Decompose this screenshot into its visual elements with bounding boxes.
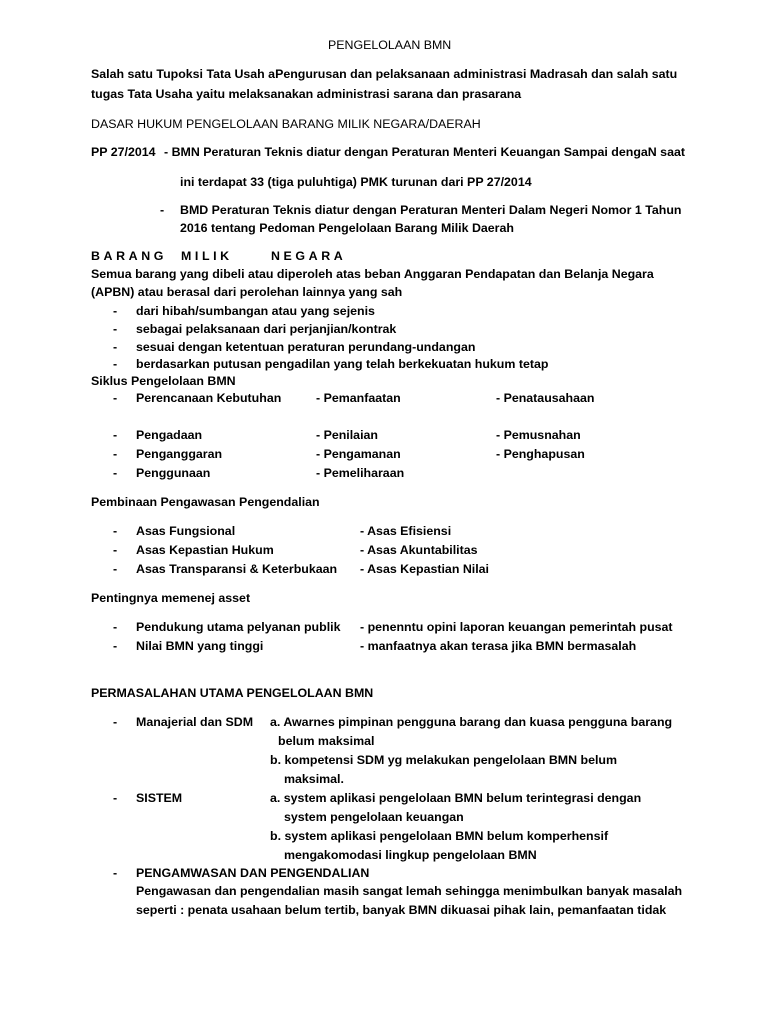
pengawasan-line-1: Pengawasan dan pengendalian masih sangat lemah sehingga menimbulkan banyak masalah (136, 884, 683, 898)
siklus-col-1: Perencanaan Kebutuhan (136, 391, 282, 405)
siklus-col-1: Pengadaan (136, 428, 203, 442)
pembinaan-col-1: Asas Fungsional (136, 524, 236, 538)
siklus-dash: - (113, 428, 118, 442)
siklus-heading: Siklus Pengelolaan BMN (91, 374, 236, 388)
bmn-item-dash: - (113, 304, 118, 318)
page-title: PENGELOLAAN BMN (328, 38, 452, 52)
bmn-heading-word-1: BARANG (91, 249, 167, 263)
bmn-item-dash: - (113, 357, 118, 371)
bmn-item: sesuai dengan ketentuan peraturan perundang-undangan (136, 340, 476, 354)
sistem-b-line-1: b. system aplikasi pengelolaan BMN belum komperhensif (270, 829, 609, 843)
bmn-heading-word-3: NEGARA (271, 249, 347, 263)
permasalahan-dash: - (113, 715, 118, 729)
manajerial-b-line-2: maksimal. (284, 772, 344, 786)
pengawasan-label: PENGAMWASAN DAN PENGENDALIAN (136, 866, 370, 880)
siklus-dash: - (113, 447, 118, 461)
pentingnya-dash: - (113, 620, 118, 634)
siklus-col-1: Penganggaran (136, 447, 223, 461)
pentingnya-col-1: Pendukung utama pelyanan publik (136, 620, 341, 634)
pembinaan-col-1: Asas Kepastian Hukum (136, 543, 274, 557)
dasar-hukum-heading: DASAR HUKUM PENGELOLAAN BARANG MILIK NEGARA/DAERAH (91, 117, 481, 131)
siklus-dash: - (113, 391, 118, 405)
bmn-definition-line-2: (APBN) atau berasal dari perolehan lainnya yang sah (91, 285, 403, 299)
sistem-a-line-2: system pengelolaan keuangan (284, 810, 464, 824)
pembinaan-heading: Pembinaan Pengawasan Pengendalian (91, 495, 320, 509)
siklus-col-2: - Penilaian (316, 428, 378, 442)
bmn-rule-line-1: - BMN Peraturan Teknis diatur dengan Peraturan Menteri Keuangan Sampai dengaN saat (164, 145, 685, 159)
siklus-col-1: Penggunaan (136, 466, 211, 480)
pembinaan-dash: - (113, 524, 118, 538)
siklus-col-3: - Pemusnahan (496, 428, 581, 442)
siklus-col-2: - Pengamanan (316, 447, 401, 461)
permasalahan-dash: - (113, 791, 118, 805)
permasalahan-dash: - (113, 866, 118, 880)
intro-line-1: Salah satu Tupoksi Tata Usah aPengurusan dan pelaksanaan administrasi Madrasah dan salah satu (91, 67, 678, 81)
pembinaan-dash: - (113, 562, 118, 576)
pentingnya-col-2: - penenntu opini laporan keuangan pemerintah pusat (360, 620, 673, 634)
bmn-item-dash: - (113, 322, 118, 336)
pentingnya-heading: Pentingnya memenej asset (91, 591, 251, 605)
manajerial-a-line-1: a. Awarnes pimpinan pengguna barang dan kuasa pengguna barang (270, 715, 673, 729)
pentingnya-col-1: Nilai BMN yang tinggi (136, 639, 264, 653)
bmn-item: sebagai pelaksanaan dari perjanjian/kontrak (136, 322, 397, 336)
bmn-definition-line-1: Semua barang yang dibeli atau diperoleh atas beban Anggaran Pendapatan dan Belanja Negara (91, 267, 654, 281)
sistem-a-line-1: a. system aplikasi pengelolaan BMN belum terintegrasi dengan (270, 791, 642, 805)
siklus-dash: - (113, 466, 118, 480)
pembinaan-col-2: - Asas Akuntabilitas (360, 543, 478, 557)
pentingnya-col-2: - manfaatnya akan terasa jika BMN bermasalah (360, 639, 637, 653)
bmd-rule-line-2: 2016 tentang Pedoman Pengelolaan Barang Milik Daerah (180, 221, 514, 235)
siklus-col-2: - Pemeliharaan (316, 466, 405, 480)
siklus-col-2: - Pemanfaatan (316, 391, 401, 405)
pembinaan-dash: - (113, 543, 118, 557)
pentingnya-dash: - (113, 639, 118, 653)
sistem-label: SISTEM (136, 791, 183, 805)
siklus-col-3: - Penatausahaan (496, 391, 595, 405)
manajerial-a-line-2: belum maksimal (278, 734, 375, 748)
bmd-rule-line-1: BMD Peraturan Teknis diatur dengan Peraturan Menteri Dalam Negeri Nomor 1 Tahun (180, 203, 682, 217)
bmn-item: dari hibah/sumbangan atau yang sejenis (136, 304, 375, 318)
bmn-heading-word-2: MILIK (181, 249, 233, 263)
pp-label: PP 27/2014 (91, 145, 156, 159)
pembinaan-col-2: - Asas Kepastian Nilai (360, 562, 490, 576)
siklus-col-3: - Penghapusan (496, 447, 585, 461)
pengawasan-line-2: seperti : penata usahaan belum tertib, banyak BMN dikuasai pihak lain, pemanfaatan tidak (136, 903, 667, 917)
pembinaan-col-1: Asas Transparansi & Keterbukaan (136, 562, 338, 576)
manajerial-label: Manajerial dan SDM (136, 715, 254, 729)
bmn-item-dash: - (113, 340, 118, 354)
bmn-rule-line-2: ini terdapat 33 (tiga puluhtiga) PMK turunan dari PP 27/2014 (180, 175, 532, 189)
pembinaan-col-2: - Asas Efisiensi (360, 524, 452, 538)
bmd-dash: - (160, 203, 165, 217)
intro-line-2: tugas Tata Usaha yaitu melaksanakan administrasi sarana dan prasarana (91, 87, 522, 101)
permasalahan-heading: PERMASALAHAN UTAMA PENGELOLAAN BMN (91, 686, 374, 700)
sistem-b-line-2: mengakomodasi lingkup pengelolaan BMN (284, 848, 537, 862)
manajerial-b-line-1: b. kompetensi SDM yg melakukan pengelolaan BMN belum (270, 753, 618, 767)
bmn-item: berdasarkan putusan pengadilan yang telah berkekuatan hukum tetap (136, 357, 549, 371)
